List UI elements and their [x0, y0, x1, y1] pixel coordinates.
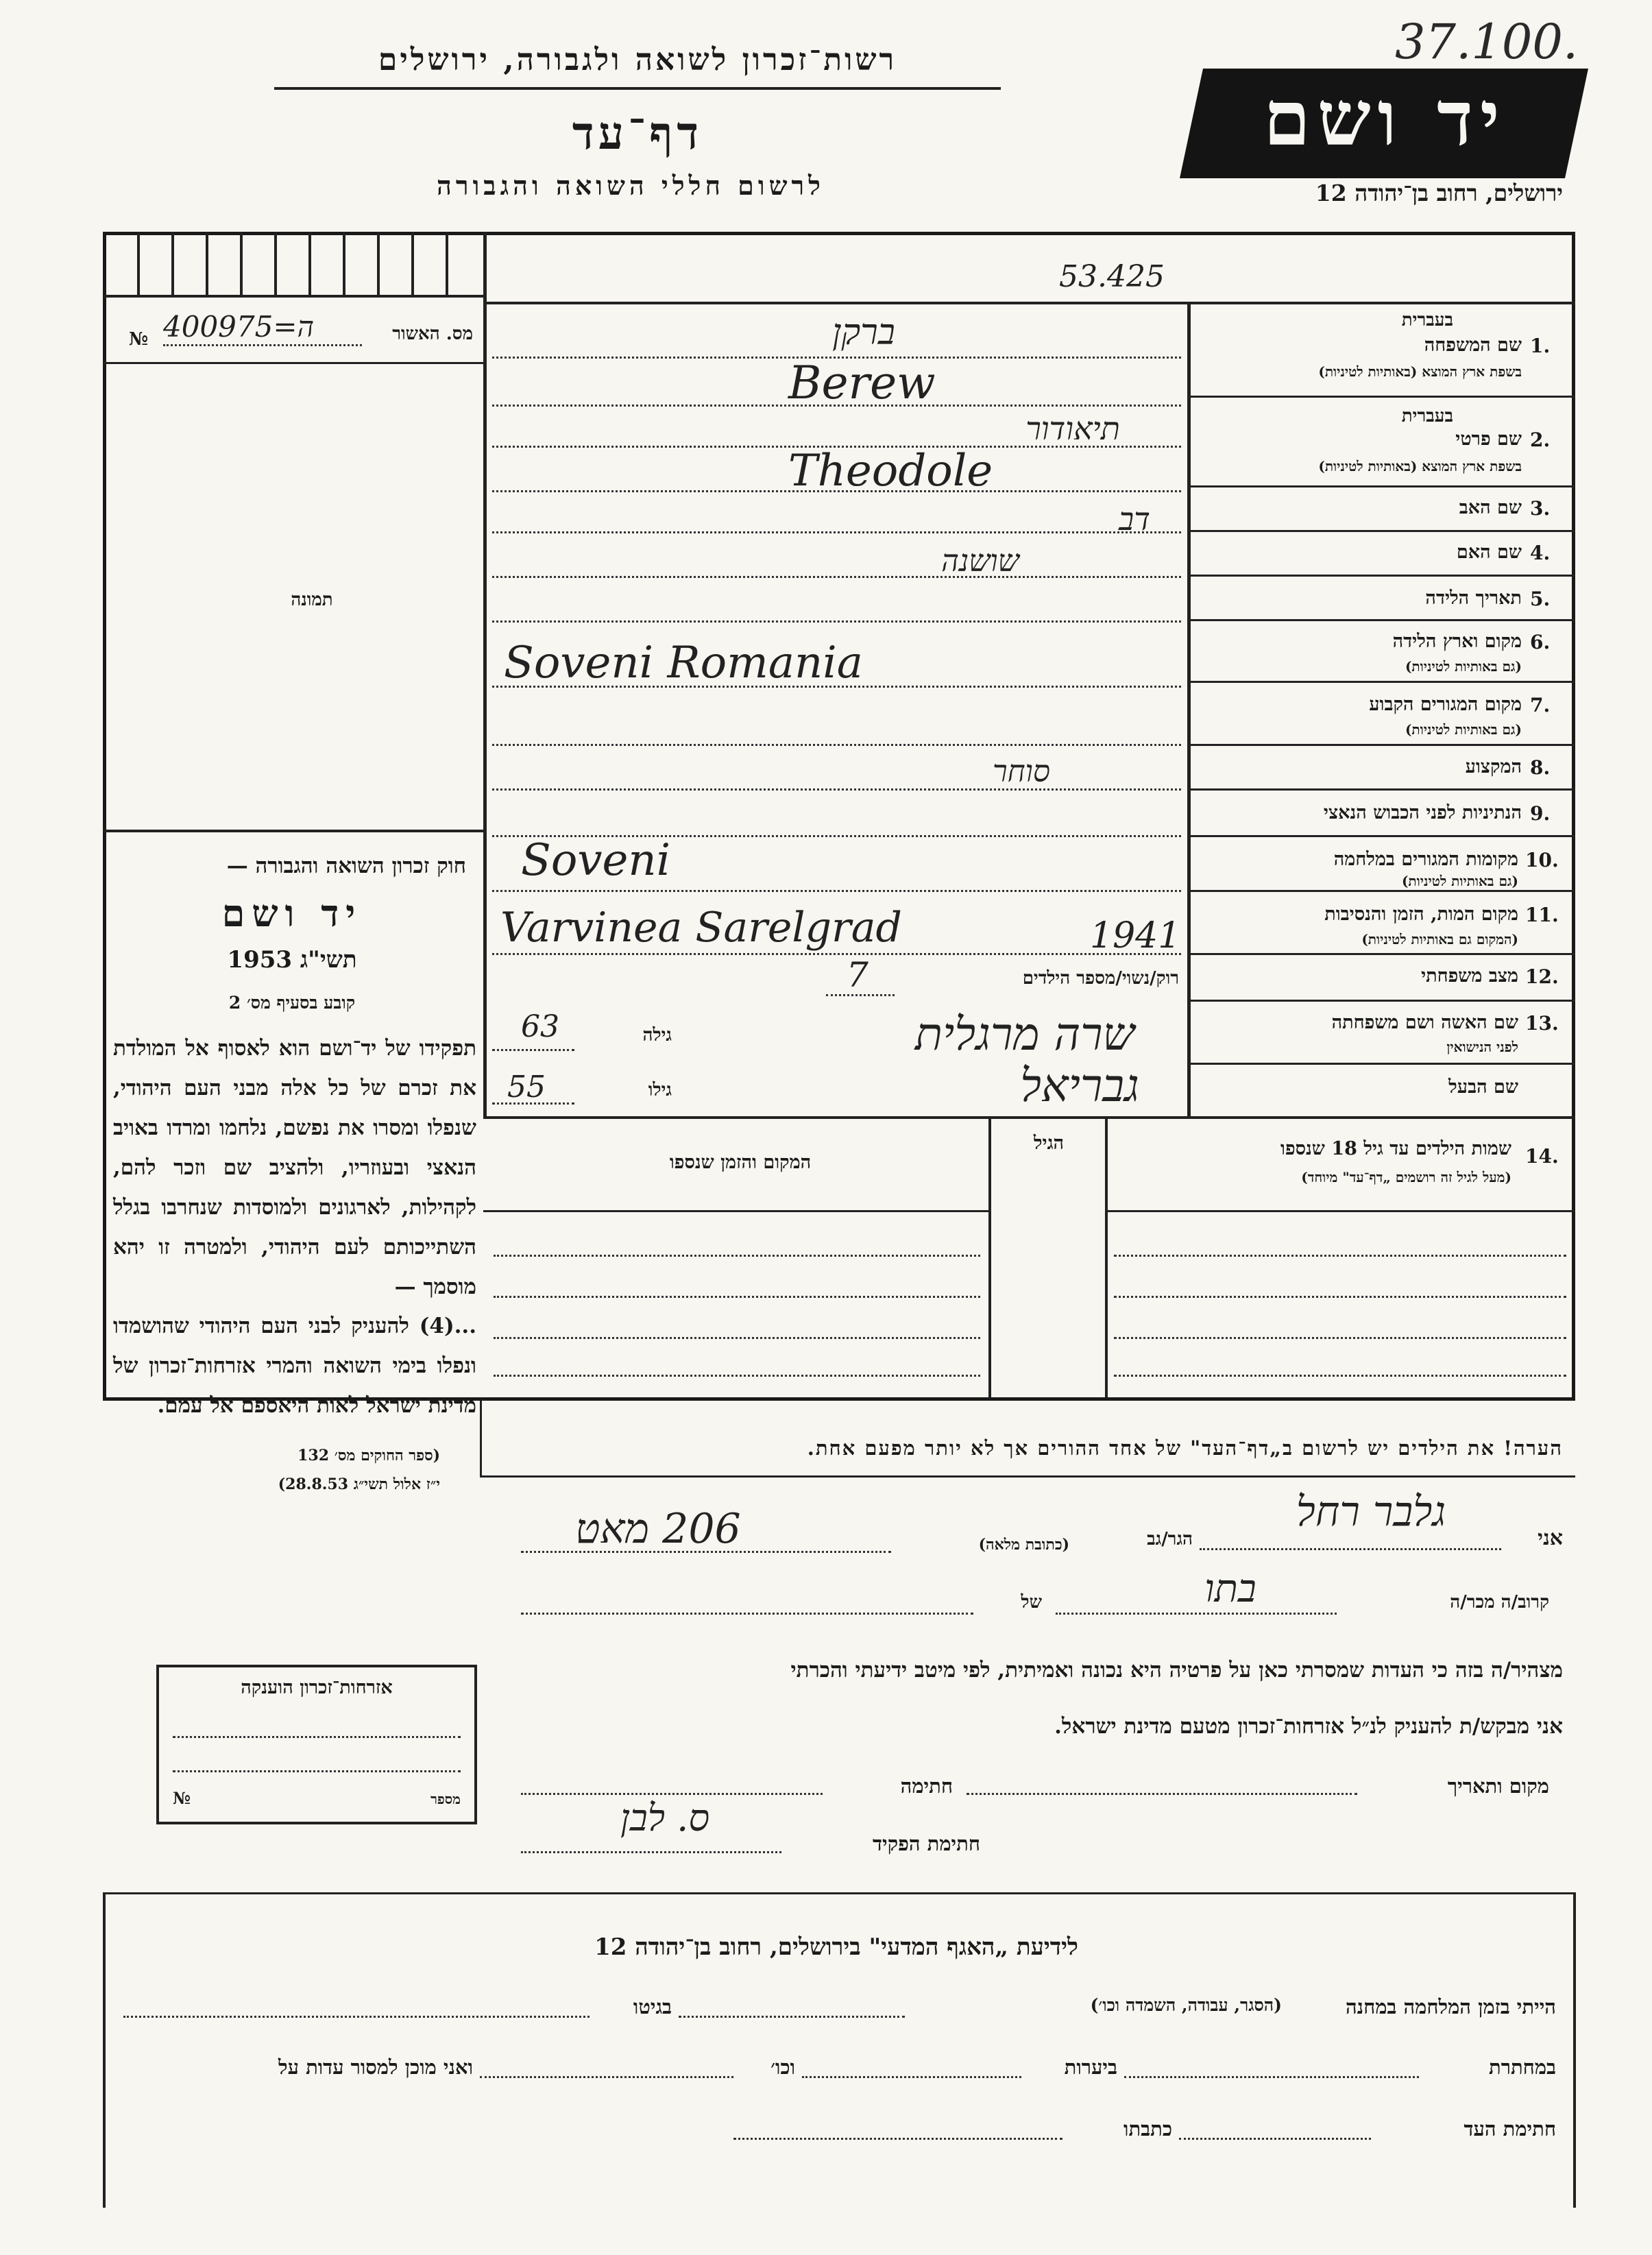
address-note: (כתובת מלאה)	[978, 1536, 1069, 1554]
field-12-children-count: 7	[847, 955, 868, 995]
husband-name: גבריאל	[1020, 1059, 1139, 1112]
relation-value: בתו	[1204, 1567, 1256, 1611]
law-year: תשי"ג 1953	[227, 946, 357, 974]
field-5-label: תאריך הלידה	[1425, 588, 1522, 609]
forests-label: ביערות	[1064, 2055, 1117, 2079]
field-7-label: מקום המגורים הקבוע	[1369, 694, 1522, 715]
camp-line-label: הייתי בזמן המלחמה במחנה	[1345, 1995, 1556, 2018]
field-8-num: 8.	[1530, 756, 1551, 779]
field-1-num: 1.	[1530, 335, 1551, 357]
officer-signature: ס. לבן	[620, 1796, 710, 1840]
husband-age-label: גילו	[648, 1080, 672, 1100]
place-date-label: מקום ותאריך	[1447, 1774, 1549, 1798]
declaration-statement-2: אני מבקש/ת להעניק לנ״ל אזרחות־זכרון מטעם מדינת ישראל.	[1054, 1714, 1563, 1739]
field-2-note: בשפת ארץ המוצא (באותיות לטיניות)	[1318, 458, 1522, 474]
citizenship-box	[156, 1665, 477, 1824]
camp-line-types: (הסגר, עבודה, השמדה וכו׳)	[1090, 1995, 1282, 2015]
field-14-note: (מעל לגיל זה רושמים „דף־עד" מיוחד)	[1301, 1169, 1511, 1185]
field-1-note: בשפת ארץ המוצא (באותיות לטיניות)	[1318, 363, 1522, 380]
field-12-inline-label: רוק/נשוי/מספר הילדים	[1022, 968, 1179, 989]
field-11-label: מקום המות, הזמן והנסיבות	[1324, 904, 1518, 925]
officer-signature-label: חתימת הפקיד	[873, 1832, 980, 1855]
citizenship-box-title: אזרחות־זכרון הוענקה	[241, 1677, 393, 1698]
underground-label: במחתרת	[1489, 2055, 1556, 2079]
section-ref: קובע בסעיף מס׳ 2	[228, 993, 356, 1013]
field-13-label: שם האשה ושם משפחתה	[1331, 1012, 1518, 1033]
form-subtitle: לרשום חללי השואה והגבורה	[437, 170, 825, 201]
husband-age: 55	[507, 1070, 546, 1105]
of-label: של	[1021, 1592, 1042, 1613]
etc-label: וכו׳	[770, 2055, 795, 2079]
form-title: דף־עד	[572, 106, 703, 160]
field-11-value: Varvinea Sarelgrad	[500, 904, 902, 952]
field-2-value-latin: Theodole	[788, 446, 993, 496]
field-1-value-hebrew: ברקן	[832, 312, 895, 353]
law-name: יד ושם	[221, 891, 363, 935]
field-4-label: שם האם	[1456, 542, 1522, 563]
law-paragraph-1: תפקידו של יד־ושם הוא לאסוף אל המולדת את זכרם של כל אלה מבני העם היהודי, שנפלו ומסרו את נפשם, נלחמו ומרדו באויב הנאצי ובעוזריו, ולהציב שם וזכר להם, לקהילות, לארגונים ולמוסדות שנחרבו בגלל השתייכותם לעם היהודי, ולמטרה זו יהא מוסמך —	[113, 1036, 476, 1299]
field-1-lang: בעברית	[1401, 310, 1453, 330]
field-3-num: 3.	[1530, 497, 1551, 520]
photo-label: תמונה	[291, 590, 333, 610]
witness-address-label: כתבתו	[1123, 2117, 1172, 2141]
field-6-note: (גם באותיות לטיניות)	[1405, 658, 1522, 675]
field-4-num: 4.	[1530, 542, 1551, 564]
field-11-year: 1941	[1090, 915, 1181, 956]
field-10-note: (גם באותיות לטיניות)	[1401, 873, 1518, 889]
field-2-num: 2.	[1530, 429, 1551, 451]
relation-label: קרוב/ה מכר/ה	[1450, 1592, 1549, 1613]
children-age-column: הגיל	[1033, 1133, 1065, 1154]
declarant-name: גלבר רחל	[1296, 1488, 1446, 1536]
field-9-label: הנתיניות לפני הכבוש הנאצי	[1323, 802, 1522, 823]
law-source-1: (ספר החוקים מס׳ 132	[297, 1447, 440, 1464]
citizenship-number-label: מספר	[430, 1791, 461, 1807]
field-2-lang: בעברית	[1401, 406, 1453, 426]
law-paragraph-2: ...(4) להעניק לבני העם היהודי שהושמדו ונפלו בימי השואה והמרי אזרחות־זכרון של מדינת ישראל לאות היאספם אל עמם.	[113, 1314, 476, 1418]
field-10-value: Soveni	[521, 835, 671, 886]
law-title: חוק זכרון השואה והגבורה —	[226, 854, 466, 878]
field-7-num: 7.	[1530, 694, 1551, 716]
field-2-value-hebrew: תיאודור	[1025, 410, 1120, 447]
field-7-note: (גם באותיות לטיניות)	[1405, 721, 1522, 738]
ghetto-label: בגיטו	[633, 1995, 672, 2018]
declaration-statement-1: מצהיר/ה בזה כי העדות שמסרתי כאן על פרטיה היא נכונה ואמיתית, לפי מיטב ידיעתי והכרתי	[790, 1658, 1563, 1683]
wife-name: שרה מרגלית	[914, 1008, 1135, 1061]
authority-line: רשות־זכרון לשואה ולגבורה, ירושלים	[378, 43, 897, 77]
field-14-label: שמות הילדים עד גיל 18 שנספו	[1280, 1138, 1511, 1159]
children-remark: הערה! את הילדים יש לרשום ב„דף־העד" של אחד ההורים אך לא יותר מפעם אחת.	[807, 1436, 1563, 1460]
children-place-column: המקום והזמן שנספו	[669, 1152, 812, 1173]
field-10-label: מקומות המגורים במלחמה	[1333, 849, 1518, 870]
logo-text: יד ושם	[1263, 74, 1507, 162]
field-1-label: שם המשפחה	[1424, 335, 1522, 356]
law-source-2: י״ז אלול תשי״ג 28.8.53)	[278, 1475, 440, 1493]
wife-age-label: גילה	[642, 1025, 672, 1046]
resident-label: הגר/גב	[1147, 1529, 1193, 1549]
field-11-note: (המקום גם באותיות לטיניות)	[1361, 931, 1518, 948]
citizenship-no-mark: №	[173, 1788, 191, 1808]
header-address: ירושלים, רחוב בן־יהודה 12	[1315, 180, 1563, 206]
field-4-value: שושנה	[941, 544, 1019, 579]
approval-label: מס. האשור	[392, 324, 473, 344]
field-8-label: המקצוע	[1465, 756, 1522, 777]
field-1-value-latin: Berew	[788, 357, 936, 409]
field-6-label: מקום וארץ הלידה	[1392, 631, 1522, 652]
wife-age: 63	[521, 1009, 559, 1044]
witness-signature-label: חתימת העד	[1463, 2117, 1556, 2141]
field-5-num: 5.	[1530, 588, 1551, 610]
field-10-num: 10.	[1525, 849, 1559, 871]
declarant-address: 206 מאט	[575, 1505, 741, 1553]
field-6-num: 6.	[1530, 631, 1551, 653]
file-number: 37.100.	[1395, 14, 1579, 70]
field-13-note: לפני הנישואין	[1446, 1039, 1518, 1055]
testify-label: ואני מוכן למסור עדות על	[278, 2055, 473, 2079]
signature-label: חתימה	[900, 1774, 953, 1798]
approval-no-mark: №	[129, 329, 149, 350]
top-note: 53.425	[1059, 259, 1165, 294]
field-12-num: 12.	[1525, 965, 1559, 988]
husband-label: שם הבעל	[1448, 1076, 1518, 1098]
declarant-prefix: אני	[1538, 1526, 1563, 1550]
field-11-num: 11.	[1525, 904, 1559, 926]
field-8-value: סוחר	[993, 754, 1050, 789]
field-2-label: שם פרטי	[1455, 429, 1522, 450]
field-9-num: 9.	[1530, 802, 1551, 825]
scientific-dept-notice: לידיעת „האגף המדעי" בירושלים, רחוב בן־יהודה 12	[594, 1933, 1078, 1961]
field-12-label: מצב משפחתי	[1421, 965, 1518, 987]
field-14-num: 14.	[1525, 1145, 1559, 1168]
field-6-value: Soveni Romania	[504, 638, 863, 688]
field-3-label: שם האב	[1459, 497, 1522, 518]
field-3-value: דב	[1119, 501, 1150, 538]
field-13-num: 13.	[1525, 1012, 1559, 1035]
yad-vashem-logo	[1180, 69, 1588, 178]
approval-number: 400975=ה	[163, 310, 315, 343]
